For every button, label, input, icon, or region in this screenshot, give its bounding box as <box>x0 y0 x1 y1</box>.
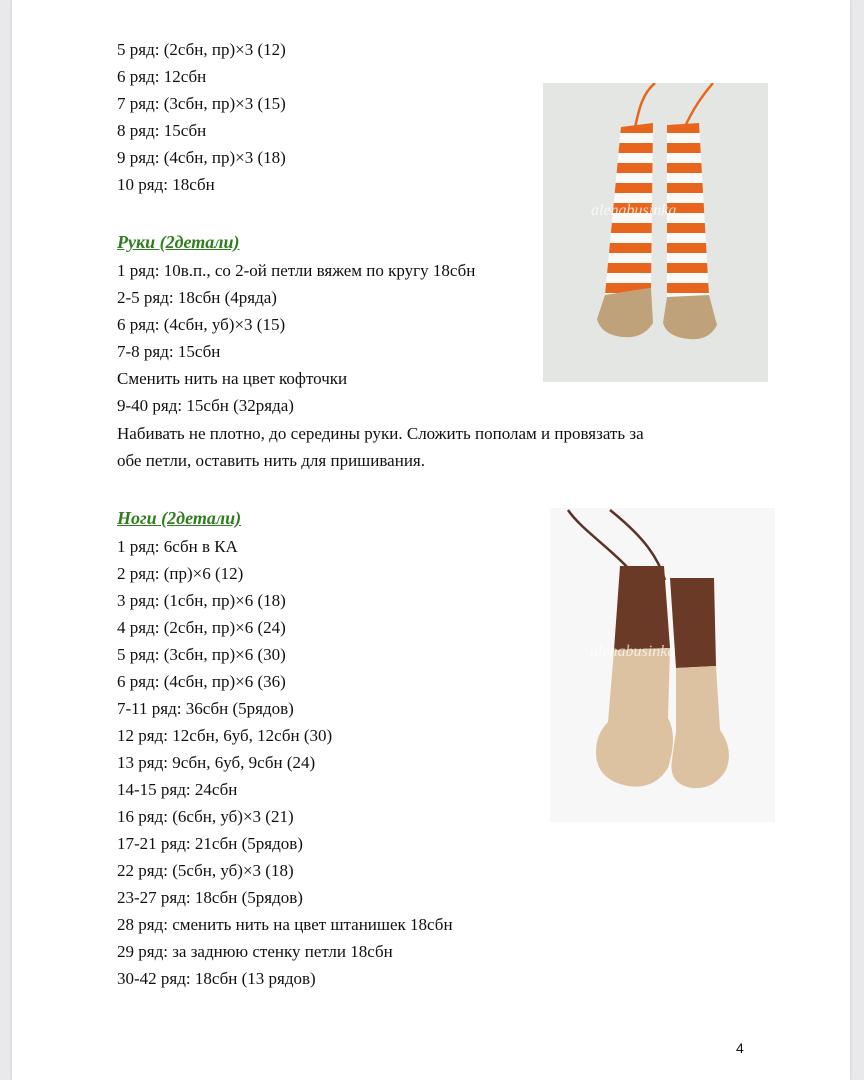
legs-row: 29 ряд: за заднюю стенку петли 18сбн <box>117 942 393 961</box>
legs-heading: Ноги (2детали) <box>117 508 242 528</box>
arms-row: Сменить нить на цвет кофточки <box>117 369 348 388</box>
legs-row: 3 ряд: (1сбн, пр)×6 (18) <box>117 591 286 610</box>
legs-row: 12 ряд: 12сбн, 6уб, 12сбн (30) <box>117 726 333 745</box>
legs-row: 1 ряд: 6сбн в КА <box>117 537 238 556</box>
arms-row: Набивать не плотно, до середины руки. Сложить пополам и провязать за <box>117 424 644 443</box>
arms-row: 9-40 ряд: 15сбн (32ряда) <box>117 396 294 415</box>
document-page <box>12 0 850 1080</box>
arms-row: обе петли, оставить нить для пришивания. <box>117 451 425 470</box>
legs-row: 22 ряд: (5сбн, уб)×3 (18) <box>117 861 294 880</box>
legs-row: 14-15 ряд: 24сбн <box>117 780 238 799</box>
row-text: 6 ряд: 12сбн <box>117 67 207 86</box>
legs-row: 7-11 ряд: 36сбн (5рядов) <box>117 699 294 718</box>
legs-row: 23-27 ряд: 18сбн (5рядов) <box>117 888 303 907</box>
arms-photo <box>543 83 768 382</box>
legs-row: 2 ряд: (пр)×6 (12) <box>117 564 244 583</box>
page-number: 4 <box>736 1040 744 1056</box>
arms-heading: Руки (2детали) <box>117 232 240 252</box>
row-text: 10 ряд: 18сбн <box>117 175 215 194</box>
legs-photo <box>550 508 775 822</box>
legs-row: 5 ряд: (3сбн, пр)×6 (30) <box>117 645 286 664</box>
row-text: 7 ряд: (3сбн, пр)×3 (15) <box>117 94 286 113</box>
arms-row: 7-8 ряд: 15сбн <box>117 342 221 361</box>
legs-row: 16 ряд: (6сбн, уб)×3 (21) <box>117 807 294 826</box>
legs-row: 13 ряд: 9сбн, 6уб, 9сбн (24) <box>117 753 316 772</box>
legs-row: 30-42 ряд: 18сбн (13 рядов) <box>117 969 316 988</box>
arms-row: 2-5 ряд: 18сбн (4ряда) <box>117 288 277 307</box>
legs-photo-watermark: alenabusinka <box>590 643 676 660</box>
row-text: 9 ряд: (4сбн, пр)×3 (18) <box>117 148 286 167</box>
legs-row: 4 ряд: (2сбн, пр)×6 (24) <box>117 618 286 637</box>
row-text: 5 ряд: (2сбн, пр)×3 (12) <box>117 40 286 59</box>
row-text: 8 ряд: 15сбн <box>117 121 207 140</box>
arms-photo-watermark: alenabusinka <box>591 202 677 219</box>
arms-row: 6 ряд: (4сбн, уб)×3 (15) <box>117 315 286 334</box>
legs-row: 17-21 ряд: 21сбн (5рядов) <box>117 834 303 853</box>
legs-row: 6 ряд: (4сбн, пр)×6 (36) <box>117 672 286 691</box>
arms-row: 1 ряд: 10в.п., со 2-ой петли вяжем по кругу 18сбн <box>117 261 476 280</box>
legs-row: 28 ряд: сменить нить на цвет штанишек 18сбн <box>117 915 453 934</box>
